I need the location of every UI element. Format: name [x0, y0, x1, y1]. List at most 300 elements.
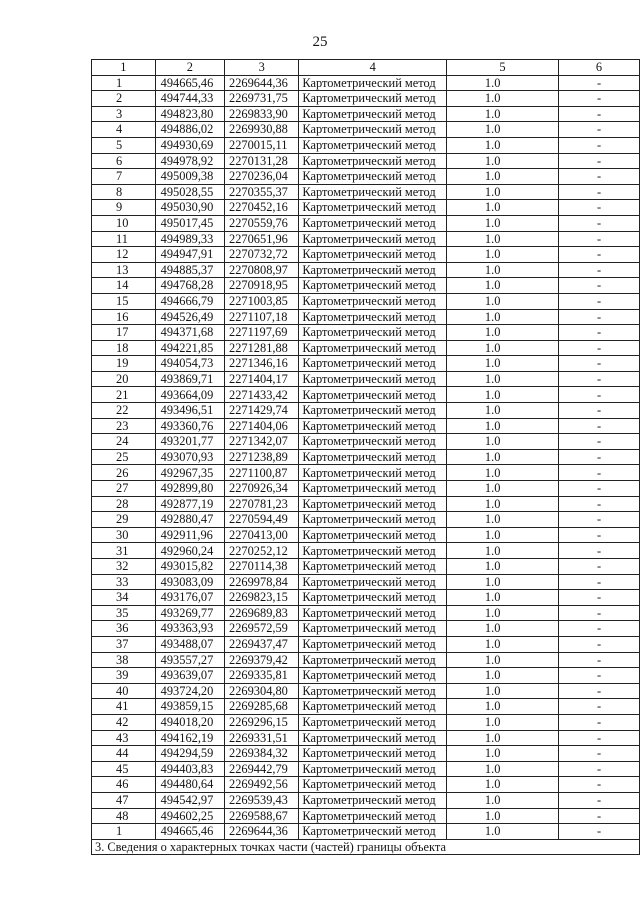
cell-y-coordinate: 2270413,00: [225, 527, 299, 543]
cell-y-coordinate: 2271404,17: [225, 371, 299, 387]
cell-accuracy: 1.0: [446, 356, 558, 372]
cell-accuracy: 1.0: [446, 699, 558, 715]
table-row: [92, 652, 640, 668]
cell-description: -: [559, 621, 640, 637]
table-row: [92, 449, 640, 465]
cell-accuracy: 1.0: [446, 309, 558, 325]
cell-method: Картометрический метод: [299, 106, 446, 122]
table-row: [92, 200, 640, 216]
cell-x-coordinate: 494665,46: [155, 75, 224, 91]
cell-x-coordinate: 493015,82: [155, 559, 224, 575]
cell-accuracy: 1.0: [446, 434, 558, 450]
cell-y-coordinate: 2270559,76: [225, 215, 299, 231]
cell-x-coordinate: 493724,20: [155, 683, 224, 699]
cell-method: Картометрический метод: [299, 465, 446, 481]
table-row: [92, 434, 640, 450]
cell-accuracy: 1.0: [446, 746, 558, 762]
cell-method: Картометрический метод: [299, 824, 446, 840]
cell-accuracy: 1.0: [446, 574, 558, 590]
cell-method: Картометрический метод: [299, 169, 446, 185]
cell-accuracy: 1.0: [446, 683, 558, 699]
header-cell-point-number: 1: [92, 60, 156, 76]
table-row: [92, 636, 640, 652]
cell-accuracy: 1.0: [446, 262, 558, 278]
cell-description: -: [559, 449, 640, 465]
cell-point-number: 46: [92, 777, 156, 793]
cell-accuracy: 1.0: [446, 543, 558, 559]
cell-description: -: [559, 496, 640, 512]
cell-y-coordinate: 2271107,18: [225, 309, 299, 325]
cell-method: Картометрический метод: [299, 356, 446, 372]
cell-point-number: 14: [92, 278, 156, 294]
cell-y-coordinate: 2269930,88: [225, 122, 299, 138]
header-cell-method: 4: [299, 60, 446, 76]
cell-method: Картометрический метод: [299, 371, 446, 387]
cell-point-number: 4: [92, 122, 156, 138]
cell-point-number: 37: [92, 636, 156, 652]
cell-description: -: [559, 293, 640, 309]
cell-description: -: [559, 137, 640, 153]
cell-x-coordinate: 493869,71: [155, 371, 224, 387]
cell-method: Картометрический метод: [299, 699, 446, 715]
cell-accuracy: 1.0: [446, 559, 558, 575]
cell-y-coordinate: 2269644,36: [225, 75, 299, 91]
cell-point-number: 12: [92, 247, 156, 263]
cell-description: -: [559, 200, 640, 216]
cell-y-coordinate: 2271346,16: [225, 356, 299, 372]
cell-y-coordinate: 2270252,12: [225, 543, 299, 559]
cell-point-number: 47: [92, 792, 156, 808]
cell-y-coordinate: 2270918,95: [225, 278, 299, 294]
cell-description: -: [559, 325, 640, 341]
cell-method: Картометрический метод: [299, 200, 446, 216]
cell-description: -: [559, 418, 640, 434]
cell-accuracy: 1.0: [446, 496, 558, 512]
cell-point-number: 24: [92, 434, 156, 450]
cell-x-coordinate: 494947,91: [155, 247, 224, 263]
cell-point-number: 31: [92, 543, 156, 559]
cell-point-number: 28: [92, 496, 156, 512]
table-row: [92, 761, 640, 777]
cell-description: -: [559, 714, 640, 730]
cell-y-coordinate: 2271281,88: [225, 340, 299, 356]
cell-accuracy: 1.0: [446, 777, 558, 793]
cell-x-coordinate: 494885,37: [155, 262, 224, 278]
table-row: [92, 481, 640, 497]
cell-y-coordinate: 2271429,74: [225, 403, 299, 419]
cell-point-number: 1: [92, 75, 156, 91]
cell-y-coordinate: 2269442,79: [225, 761, 299, 777]
table-row: [92, 808, 640, 824]
header-cell-accuracy: 5: [446, 60, 558, 76]
table-row: [92, 418, 640, 434]
cell-point-number: 34: [92, 590, 156, 606]
table-row: [92, 683, 640, 699]
cell-description: -: [559, 746, 640, 762]
cell-y-coordinate: 2270732,72: [225, 247, 299, 263]
cell-description: -: [559, 481, 640, 497]
cell-accuracy: 1.0: [446, 231, 558, 247]
cell-x-coordinate: 494162,19: [155, 730, 224, 746]
cell-y-coordinate: 2269823,15: [225, 590, 299, 606]
cell-point-number: 25: [92, 449, 156, 465]
cell-description: -: [559, 559, 640, 575]
section-heading: 3. Сведения о характерных точках части (частей) границы объекта: [92, 839, 640, 855]
cell-y-coordinate: 2271238,89: [225, 449, 299, 465]
cell-y-coordinate: 2269379,42: [225, 652, 299, 668]
cell-point-number: 9: [92, 200, 156, 216]
table-row: [92, 184, 640, 200]
cell-point-number: 29: [92, 512, 156, 528]
cell-method: Картометрический метод: [299, 761, 446, 777]
cell-point-number: 39: [92, 668, 156, 684]
cell-method: Картометрический метод: [299, 309, 446, 325]
cell-x-coordinate: 494054,73: [155, 356, 224, 372]
cell-method: Картометрический метод: [299, 527, 446, 543]
cell-x-coordinate: 494371,68: [155, 325, 224, 341]
table-row: [92, 169, 640, 185]
cell-accuracy: 1.0: [446, 325, 558, 341]
cell-method: Картометрический метод: [299, 418, 446, 434]
cell-description: -: [559, 777, 640, 793]
cell-x-coordinate: 494542,97: [155, 792, 224, 808]
cell-description: -: [559, 184, 640, 200]
cell-method: Картометрический метод: [299, 481, 446, 497]
cell-y-coordinate: 2270651,96: [225, 231, 299, 247]
cell-point-number: 6: [92, 153, 156, 169]
cell-method: Картометрический метод: [299, 403, 446, 419]
cell-point-number: 1: [92, 824, 156, 840]
cell-accuracy: 1.0: [446, 91, 558, 107]
page-number: 25: [312, 34, 328, 50]
cell-description: -: [559, 543, 640, 559]
cell-description: -: [559, 792, 640, 808]
cell-method: Картометрический метод: [299, 247, 446, 263]
cell-x-coordinate: 494221,85: [155, 340, 224, 356]
table-row: [92, 574, 640, 590]
cell-y-coordinate: 2269384,32: [225, 746, 299, 762]
cell-method: Картометрический метод: [299, 636, 446, 652]
cell-x-coordinate: 492960,24: [155, 543, 224, 559]
cell-x-coordinate: 493201,77: [155, 434, 224, 450]
table-row: [92, 824, 640, 840]
cell-x-coordinate: 494823,80: [155, 106, 224, 122]
table-row: [92, 137, 640, 153]
cell-description: -: [559, 636, 640, 652]
table-row: [92, 153, 640, 169]
cell-point-number: 36: [92, 621, 156, 637]
cell-x-coordinate: 492877,19: [155, 496, 224, 512]
cell-y-coordinate: 2270926,34: [225, 481, 299, 497]
cell-point-number: 40: [92, 683, 156, 699]
cell-y-coordinate: 2269644,36: [225, 824, 299, 840]
cell-method: Картометрический метод: [299, 122, 446, 138]
cell-y-coordinate: 2271404,06: [225, 418, 299, 434]
cell-method: Картометрический метод: [299, 652, 446, 668]
cell-y-coordinate: 2269588,67: [225, 808, 299, 824]
cell-method: Картометрический метод: [299, 75, 446, 91]
cell-y-coordinate: 2270236,04: [225, 169, 299, 185]
cell-y-coordinate: 2269492,56: [225, 777, 299, 793]
table-row: [92, 777, 640, 793]
cell-accuracy: 1.0: [446, 652, 558, 668]
cell-description: -: [559, 215, 640, 231]
cell-point-number: 11: [92, 231, 156, 247]
cell-point-number: 2: [92, 91, 156, 107]
cell-accuracy: 1.0: [446, 387, 558, 403]
cell-method: Картометрический метод: [299, 496, 446, 512]
cell-method: Картометрический метод: [299, 153, 446, 169]
table-row: [92, 527, 640, 543]
cell-description: -: [559, 169, 640, 185]
cell-description: -: [559, 808, 640, 824]
cell-method: Картометрический метод: [299, 559, 446, 575]
cell-description: -: [559, 340, 640, 356]
table-row: [92, 465, 640, 481]
cell-x-coordinate: 493496,51: [155, 403, 224, 419]
table-row: [92, 247, 640, 263]
cell-x-coordinate: 495017,45: [155, 215, 224, 231]
table-row: [92, 403, 640, 419]
table-row: [92, 309, 640, 325]
table-footer-row: [92, 839, 640, 855]
cell-y-coordinate: 2269437,47: [225, 636, 299, 652]
cell-description: -: [559, 512, 640, 528]
cell-accuracy: 1.0: [446, 215, 558, 231]
cell-accuracy: 1.0: [446, 512, 558, 528]
cell-point-number: 23: [92, 418, 156, 434]
cell-description: -: [559, 387, 640, 403]
cell-x-coordinate: 493363,93: [155, 621, 224, 637]
cell-y-coordinate: 2271197,69: [225, 325, 299, 341]
cell-method: Картометрический метод: [299, 137, 446, 153]
cell-description: -: [559, 652, 640, 668]
cell-accuracy: 1.0: [446, 403, 558, 419]
cell-x-coordinate: 494602,25: [155, 808, 224, 824]
cell-accuracy: 1.0: [446, 293, 558, 309]
cell-point-number: 22: [92, 403, 156, 419]
cell-description: -: [559, 434, 640, 450]
cell-y-coordinate: 2270114,38: [225, 559, 299, 575]
header-cell-x: 2: [155, 60, 224, 76]
cell-method: Картометрический метод: [299, 574, 446, 590]
cell-point-number: 21: [92, 387, 156, 403]
cell-point-number: 33: [92, 574, 156, 590]
cell-x-coordinate: 492880,47: [155, 512, 224, 528]
cell-x-coordinate: 492899,80: [155, 481, 224, 497]
cell-y-coordinate: 2270355,37: [225, 184, 299, 200]
cell-method: Картометрический метод: [299, 543, 446, 559]
table-row: [92, 122, 640, 138]
table-row: [92, 559, 640, 575]
cell-accuracy: 1.0: [446, 200, 558, 216]
table-row: [92, 278, 640, 294]
cell-x-coordinate: 493269,77: [155, 605, 224, 621]
cell-description: -: [559, 153, 640, 169]
cell-x-coordinate: 492967,35: [155, 465, 224, 481]
cell-point-number: 32: [92, 559, 156, 575]
cell-x-coordinate: 493557,27: [155, 652, 224, 668]
cell-method: Картометрический метод: [299, 278, 446, 294]
cell-description: -: [559, 730, 640, 746]
cell-method: Картометрический метод: [299, 808, 446, 824]
cell-method: Картометрический метод: [299, 512, 446, 528]
cell-point-number: 42: [92, 714, 156, 730]
table-row: [92, 215, 640, 231]
cell-x-coordinate: 493859,15: [155, 699, 224, 715]
table-row: [92, 262, 640, 278]
cell-point-number: 7: [92, 169, 156, 185]
cell-description: -: [559, 699, 640, 715]
cell-y-coordinate: 2270131,28: [225, 153, 299, 169]
cell-method: Картометрический метод: [299, 746, 446, 762]
cell-point-number: 20: [92, 371, 156, 387]
cell-x-coordinate: 494886,02: [155, 122, 224, 138]
cell-point-number: 43: [92, 730, 156, 746]
cell-y-coordinate: 2270594,49: [225, 512, 299, 528]
cell-accuracy: 1.0: [446, 371, 558, 387]
cell-accuracy: 1.0: [446, 418, 558, 434]
cell-accuracy: 1.0: [446, 481, 558, 497]
table-row: [92, 387, 640, 403]
table-row: [92, 371, 640, 387]
cell-accuracy: 1.0: [446, 465, 558, 481]
cell-point-number: 30: [92, 527, 156, 543]
table-row: [92, 746, 640, 762]
cell-y-coordinate: 2269296,15: [225, 714, 299, 730]
cell-x-coordinate: 495030,90: [155, 200, 224, 216]
cell-point-number: 41: [92, 699, 156, 715]
table-row: [92, 792, 640, 808]
cell-description: -: [559, 278, 640, 294]
cell-point-number: 27: [92, 481, 156, 497]
cell-point-number: 19: [92, 356, 156, 372]
table-row: [92, 496, 640, 512]
cell-accuracy: 1.0: [446, 153, 558, 169]
cell-method: Картометрический метод: [299, 293, 446, 309]
cell-accuracy: 1.0: [446, 184, 558, 200]
cell-method: Картометрический метод: [299, 449, 446, 465]
cell-method: Картометрический метод: [299, 340, 446, 356]
cell-method: Картометрический метод: [299, 683, 446, 699]
cell-x-coordinate: 495009,38: [155, 169, 224, 185]
cell-accuracy: 1.0: [446, 636, 558, 652]
cell-accuracy: 1.0: [446, 449, 558, 465]
cell-description: -: [559, 75, 640, 91]
table-row: [92, 605, 640, 621]
cell-point-number: 48: [92, 808, 156, 824]
cell-point-number: 18: [92, 340, 156, 356]
cell-y-coordinate: 2269978,84: [225, 574, 299, 590]
cell-point-number: 26: [92, 465, 156, 481]
cell-method: Картометрический метод: [299, 792, 446, 808]
cell-point-number: 3: [92, 106, 156, 122]
cell-accuracy: 1.0: [446, 824, 558, 840]
cell-accuracy: 1.0: [446, 590, 558, 606]
cell-y-coordinate: 2269304,80: [225, 683, 299, 699]
cell-method: Картометрический метод: [299, 621, 446, 637]
table-row: [92, 512, 640, 528]
cell-accuracy: 1.0: [446, 122, 558, 138]
cell-point-number: 10: [92, 215, 156, 231]
cell-description: -: [559, 668, 640, 684]
cell-y-coordinate: 2271003,85: [225, 293, 299, 309]
cell-accuracy: 1.0: [446, 137, 558, 153]
cell-y-coordinate: 2270808,97: [225, 262, 299, 278]
table-row: [92, 293, 640, 309]
cell-accuracy: 1.0: [446, 75, 558, 91]
cell-point-number: 5: [92, 137, 156, 153]
cell-method: Картометрический метод: [299, 434, 446, 450]
table-row: [92, 231, 640, 247]
cell-y-coordinate: 2269331,51: [225, 730, 299, 746]
cell-point-number: 45: [92, 761, 156, 777]
cell-description: -: [559, 683, 640, 699]
cell-y-coordinate: 2269833,90: [225, 106, 299, 122]
cell-y-coordinate: 2271433,42: [225, 387, 299, 403]
cell-accuracy: 1.0: [446, 792, 558, 808]
cell-point-number: 44: [92, 746, 156, 762]
cell-method: Картометрический метод: [299, 590, 446, 606]
cell-y-coordinate: 2270781,23: [225, 496, 299, 512]
header-cell-y: 3: [225, 60, 299, 76]
cell-description: -: [559, 465, 640, 481]
cell-x-coordinate: 494294,59: [155, 746, 224, 762]
cell-description: -: [559, 106, 640, 122]
cell-description: -: [559, 247, 640, 263]
cell-point-number: 8: [92, 184, 156, 200]
cell-x-coordinate: 494989,33: [155, 231, 224, 247]
cell-method: Картометрический метод: [299, 605, 446, 621]
cell-description: -: [559, 91, 640, 107]
cell-x-coordinate: 492911,96: [155, 527, 224, 543]
cell-method: Картометрический метод: [299, 730, 446, 746]
cell-method: Картометрический метод: [299, 262, 446, 278]
cell-method: Картометрический метод: [299, 91, 446, 107]
cell-y-coordinate: 2270452,16: [225, 200, 299, 216]
cell-description: -: [559, 527, 640, 543]
cell-x-coordinate: 494018,20: [155, 714, 224, 730]
cell-method: Картометрический метод: [299, 668, 446, 684]
table-row: [92, 730, 640, 746]
cell-x-coordinate: 493488,07: [155, 636, 224, 652]
cell-method: Картометрический метод: [299, 325, 446, 341]
cell-description: -: [559, 824, 640, 840]
cell-accuracy: 1.0: [446, 169, 558, 185]
cell-method: Картометрический метод: [299, 215, 446, 231]
cell-x-coordinate: 494744,33: [155, 91, 224, 107]
header-cell-description: 6: [559, 60, 640, 76]
cell-x-coordinate: 493070,93: [155, 449, 224, 465]
cell-x-coordinate: 494403,83: [155, 761, 224, 777]
cell-point-number: 17: [92, 325, 156, 341]
cell-x-coordinate: 493360,76: [155, 418, 224, 434]
table-row: [92, 75, 640, 91]
cell-point-number: 13: [92, 262, 156, 278]
cell-description: -: [559, 262, 640, 278]
table-header-row: [92, 60, 640, 76]
cell-point-number: 38: [92, 652, 156, 668]
cell-x-coordinate: 493083,09: [155, 574, 224, 590]
cell-x-coordinate: 494978,92: [155, 153, 224, 169]
table-body: [92, 75, 640, 839]
cell-accuracy: 1.0: [446, 761, 558, 777]
table-row: [92, 325, 640, 341]
cell-description: -: [559, 403, 640, 419]
cell-description: -: [559, 605, 640, 621]
cell-x-coordinate: 494768,28: [155, 278, 224, 294]
cell-x-coordinate: 494480,64: [155, 777, 224, 793]
